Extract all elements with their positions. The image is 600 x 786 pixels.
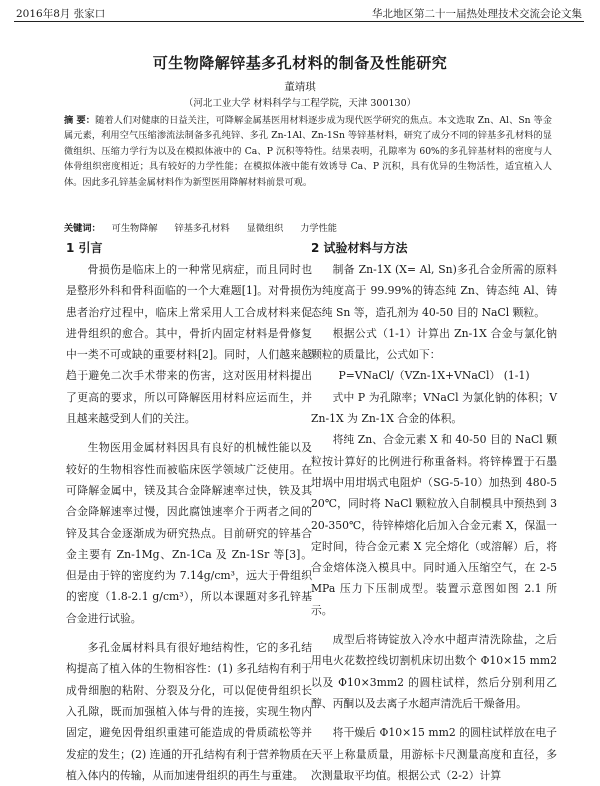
abstract-label: 摘 要： <box>64 115 96 126</box>
abstract-text: 随着人们对健康的日益关注，可降解金属基医用材料逐步成为现代医学研究的焦点。本文选取 Zn、Al、Sn 等金属元素，利用空气压缩渗流法制备多孔纯锌、多孔 Zn-1Al、Zn-1Sn 等锌基材料，研究了成分不同的锌基多孔材料的显微组织、压缩力学行为以及在模拟体液中的 Ca、P 沉积等特性。结果表明，孔隙率为 60%的多孔锌基材料的密度与人体骨组织密度相近；具有较好的力学性能；在模拟体液中能有效诱导 Ca、P 沉积，具有优异的生物活性，适宜植入人体。因此多孔锌基金属材料作为新型医用降解材料前景可观。 <box>64 115 552 188</box>
abstract <box>64 113 552 190</box>
author: 董靖琪 <box>284 81 316 93</box>
paragraph: 骨损伤是临床上的一种常见病症，而且同时也是整形外科和骨科面临的一个大难题[1]。对骨损伤患者治疗过程中，临床上常采用人工合成材料来促进骨组织的愈合。其中，骨折内固定材料是骨修复中一类不可或缺的重要材料[2]。同时，人们越来越趋于避免二次手术带来的伤害，这对医用材料提出了更高的要求，所以可降解医用材料应运而生，并且越来越受到人们的关注。 <box>66 263 312 426</box>
affiliation: （河北工业大学 材料科学与工程学院，天津 300130） <box>183 98 417 109</box>
keyword: 锌基多孔材料 <box>174 223 230 234</box>
paragraph: 成型后将铸锭放入冷水中超声清洗除盐，之后用电火花数控线切割机床切出数个 Φ10×15 mm2 以及 Φ10×3mm2 的圆柱试样，然后分别利用乙醇、丙酮以及去离子水超声清洗后干燥备用。 <box>311 633 557 710</box>
right-column <box>311 237 557 786</box>
header-proceedings-title: 华北地区第二十一届热处理技术交流会论文集 <box>372 8 582 20</box>
header-date-location: 2016年8月 张家口 <box>16 8 106 20</box>
running-header <box>16 6 582 22</box>
paragraph: 将纯 Zn、合金元素 X 和 40-50 目的 NaCl 颗粒按计算好的比例进行称重备料。将锌棒置于石墨坩埚中用坩埚式电阻炉（SG-5-10）加热到 480-520℃，同时将 NaCl 颗粒放入自制模具中预热到 320-350℃，待锌棒熔化后加入合金元素 X，保温一定时间，待合金元素 X 完全熔化（或溶解）后，将合金熔体浇入模具中。同时通入压缩空气，在 2-5MPa 压力下压制成型。装置示意图如图 2.1 所示。 <box>311 433 557 617</box>
paragraph: 生物医用金属材料因具有良好的机械性能以及较好的生物相容性而被临床医学领域广泛使用。在可降解金属中，镁及其合金降解速率过快，铁及其合金降解速率过慢，因此腐蚀速率介于两者之间的锌及其合金逐渐成为研究热点。目前研究的锌基合金主要有 Zn-1Mg、Zn-1Ca 及 Zn-1Sr 等[3]。但是由于锌的密度约为 7.14g/cm³，远大于骨组织的密度（1.8-2.1 g/cm³），所以本课题对多孔锌基合金进行试验。 <box>66 441 312 625</box>
left-column <box>66 237 312 786</box>
paragraph: 根据公式（1-1）计算出 Zn-1X 合金与氯化钠颗粒的质量比，公式如下： <box>311 326 557 362</box>
paper-title: 可生物降解锌基多孔材料的制备及性能研究 <box>152 54 448 72</box>
paragraph: 式中 P 为孔隙率；VNaCl 为氯化钠的体积；VZn-1X 为 Zn-1X 合金的体积。 <box>311 390 557 426</box>
keyword: 可生物降解 <box>111 223 158 234</box>
paragraph: 制备 Zn-1X (X= Al, Sn)多孔合金所需的原料为纯度高于 99.99%的铸态纯 Zn、铸态纯 Al、铸态纯 Sn 等，造孔剂为 40-50 目的 NaCl 颗粒。 <box>311 263 557 319</box>
header-divider <box>14 21 584 22</box>
section-heading-introduction: 1 引言 <box>66 241 103 255</box>
formula-1-1: P=VNaCl/（VZn-1X+VNaCl） (1-1) <box>338 369 530 383</box>
keyword: 显微组织 <box>246 223 284 234</box>
paragraph: 将干燥后 Φ10×15 mm2 的圆柱试样放在电子天平上称量质量，用游标卡尺测量高度和直径，多次测量取平均值。根据公式（2-2）计算 <box>311 726 557 782</box>
keywords-label: 关键词： <box>64 223 101 234</box>
paragraph: 多孔金属材料具有很好地结构性，它的多孔结构提高了植入体的生物相容性：(1) 多孔结构有利于成骨细胞的粘附、分裂及分化，可以促使骨组织长入孔隙，既而加强植入体与骨的连接，实现生物内固定，避免因骨组织重建可能造成的骨质疏松等并发症的发生；(2) 连通的开孔结构有利于营养物质在植入体内的传输，从而加速骨组织的再生与重建。 <box>66 641 312 782</box>
keywords <box>64 220 552 234</box>
keyword: 力学性能 <box>300 223 337 234</box>
section-heading-materials-methods: 2 试验材料与方法 <box>311 241 408 255</box>
